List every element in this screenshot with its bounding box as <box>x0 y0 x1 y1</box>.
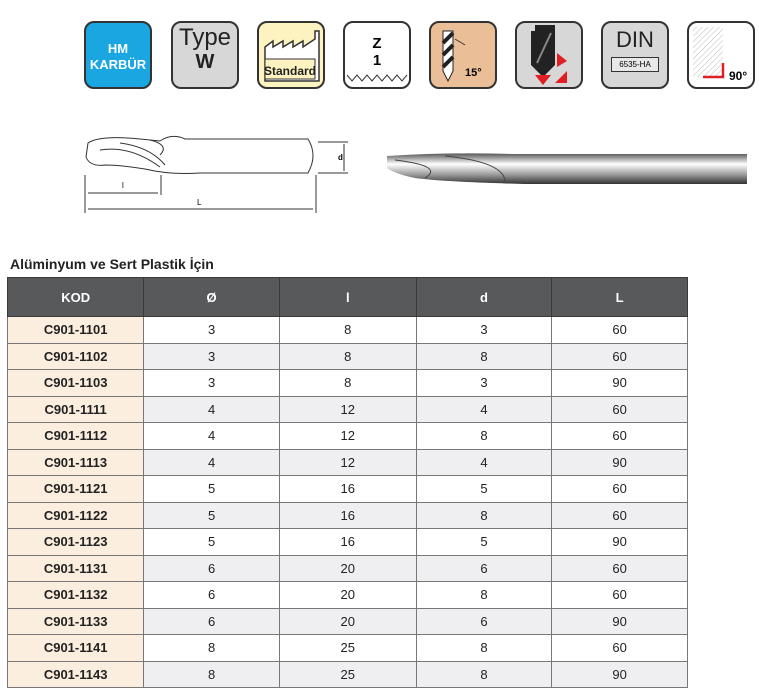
cell-diameter: 4 <box>144 449 280 476</box>
flutes-icon <box>343 21 411 89</box>
table-row <box>8 449 688 476</box>
din-label: DIN <box>616 27 654 52</box>
cell-cutting-length: 25 <box>279 661 416 688</box>
cell-cutting-length: 8 <box>279 317 416 344</box>
cell-kod: C901-1123 <box>8 529 144 556</box>
cell-kod: C901-1141 <box>8 635 144 662</box>
cell-shank-diameter: 8 <box>416 661 552 688</box>
header-cutting-length: l <box>279 278 416 317</box>
table-row <box>8 555 688 582</box>
cell-kod: C901-1132 <box>8 582 144 609</box>
standard-factory-icon <box>257 21 325 89</box>
cell-shank-diameter: 5 <box>416 529 552 556</box>
cell-cutting-length: 16 <box>279 529 416 556</box>
cell-diameter: 3 <box>144 317 280 344</box>
cell-total-length: 60 <box>552 635 688 662</box>
cell-cutting-length: 16 <box>279 502 416 529</box>
cell-diameter: 4 <box>144 423 280 450</box>
cell-diameter: 6 <box>144 582 280 609</box>
material-line-1: HM <box>107 41 129 56</box>
din-value: 6535-HA <box>611 57 659 72</box>
cell-shank-diameter: 5 <box>416 476 552 503</box>
corner-angle-icon <box>687 21 755 89</box>
cell-kod: C901-1133 <box>8 608 144 635</box>
product-table <box>7 277 688 688</box>
cell-shank-diameter: 4 <box>416 449 552 476</box>
angle-value: 90° <box>729 69 748 83</box>
cell-diameter: 3 <box>144 343 280 370</box>
cell-total-length: 60 <box>552 317 688 344</box>
cell-total-length: 60 <box>552 502 688 529</box>
header-kod: KOD <box>8 278 144 317</box>
cell-shank-diameter: 3 <box>416 370 552 397</box>
cell-diameter: 4 <box>144 396 280 423</box>
table-row <box>8 317 688 344</box>
cell-shank-diameter: 6 <box>416 555 552 582</box>
cell-total-length: 90 <box>552 608 688 635</box>
cell-kod: C901-1112 <box>8 423 144 450</box>
cell-total-length: 90 <box>552 661 688 688</box>
cell-total-length: 90 <box>552 370 688 397</box>
cell-shank-diameter: 8 <box>416 423 552 450</box>
helix-angle-icon <box>429 21 497 89</box>
cell-total-length: 90 <box>552 529 688 556</box>
cell-shank-diameter: 4 <box>416 396 552 423</box>
material-line-2: KARBÜR <box>89 57 147 72</box>
section-title: Alüminyum ve Sert Plastik İçin <box>10 256 214 272</box>
cell-cutting-length: 8 <box>279 370 416 397</box>
cell-diameter: 8 <box>144 661 280 688</box>
cell-kod: C901-1113 <box>8 449 144 476</box>
type-w-icon <box>171 21 239 89</box>
cell-diameter: 5 <box>144 502 280 529</box>
type-label: Type <box>178 24 232 51</box>
cell-shank-diameter: 8 <box>416 582 552 609</box>
cell-shank-diameter: 6 <box>416 608 552 635</box>
cell-kod: C901-1122 <box>8 502 144 529</box>
cell-kod: C901-1101 <box>8 317 144 344</box>
cell-kod: C901-1111 <box>8 396 144 423</box>
cell-shank-diameter: 8 <box>416 343 552 370</box>
flutes-value: 1 <box>372 52 382 69</box>
standard-label: Standard <box>263 64 317 78</box>
table-row <box>8 608 688 635</box>
cell-total-length: 60 <box>552 555 688 582</box>
tool-photo <box>385 148 750 188</box>
cell-total-length: 60 <box>552 396 688 423</box>
tool-dimension-drawing <box>60 125 360 215</box>
cell-total-length: 90 <box>552 449 688 476</box>
cell-kod: C901-1102 <box>8 343 144 370</box>
type-value: W <box>195 51 215 73</box>
cell-kod: C901-1121 <box>8 476 144 503</box>
header-diameter: Ø <box>144 278 280 317</box>
dim-l-label: l <box>122 181 124 190</box>
table-header-row <box>8 278 688 317</box>
cell-cutting-length: 20 <box>279 555 416 582</box>
cell-diameter: 3 <box>144 370 280 397</box>
cell-total-length: 60 <box>552 423 688 450</box>
dim-d-label: d <box>338 153 343 162</box>
cell-cutting-length: 12 <box>279 423 416 450</box>
cell-total-length: 60 <box>552 476 688 503</box>
cell-diameter: 5 <box>144 529 280 556</box>
helix-angle-value: 15° <box>465 67 482 79</box>
cell-diameter: 5 <box>144 476 280 503</box>
table-row <box>8 370 688 397</box>
header-total-length: L <box>552 278 688 317</box>
cell-kod: C901-1143 <box>8 661 144 688</box>
cell-total-length: 60 <box>552 582 688 609</box>
cell-shank-diameter: 8 <box>416 502 552 529</box>
table-row <box>8 396 688 423</box>
material-hm-carbide-icon <box>84 21 152 89</box>
header-shank-diameter: d <box>416 278 552 317</box>
cell-cutting-length: 12 <box>279 449 416 476</box>
cell-kod: C901-1131 <box>8 555 144 582</box>
table-row <box>8 661 688 688</box>
cell-shank-diameter: 3 <box>416 317 552 344</box>
cell-cutting-length: 12 <box>279 396 416 423</box>
cell-cutting-length: 25 <box>279 635 416 662</box>
table-row <box>8 635 688 662</box>
cell-cutting-length: 20 <box>279 608 416 635</box>
cell-diameter: 6 <box>144 608 280 635</box>
cell-cutting-length: 16 <box>279 476 416 503</box>
din-standard-icon <box>601 21 669 89</box>
cell-kod: C901-1103 <box>8 370 144 397</box>
table-row <box>8 476 688 503</box>
flutes-label: Z <box>372 35 382 52</box>
cell-total-length: 60 <box>552 343 688 370</box>
dim-L-label: L <box>197 198 202 207</box>
table-row <box>8 529 688 556</box>
cutting-direction-icon <box>515 21 583 89</box>
cell-cutting-length: 8 <box>279 343 416 370</box>
table-row <box>8 502 688 529</box>
table-row <box>8 582 688 609</box>
cell-shank-diameter: 8 <box>416 635 552 662</box>
cell-diameter: 6 <box>144 555 280 582</box>
cell-cutting-length: 20 <box>279 582 416 609</box>
table-row <box>8 343 688 370</box>
cell-diameter: 8 <box>144 635 280 662</box>
table-row <box>8 423 688 450</box>
